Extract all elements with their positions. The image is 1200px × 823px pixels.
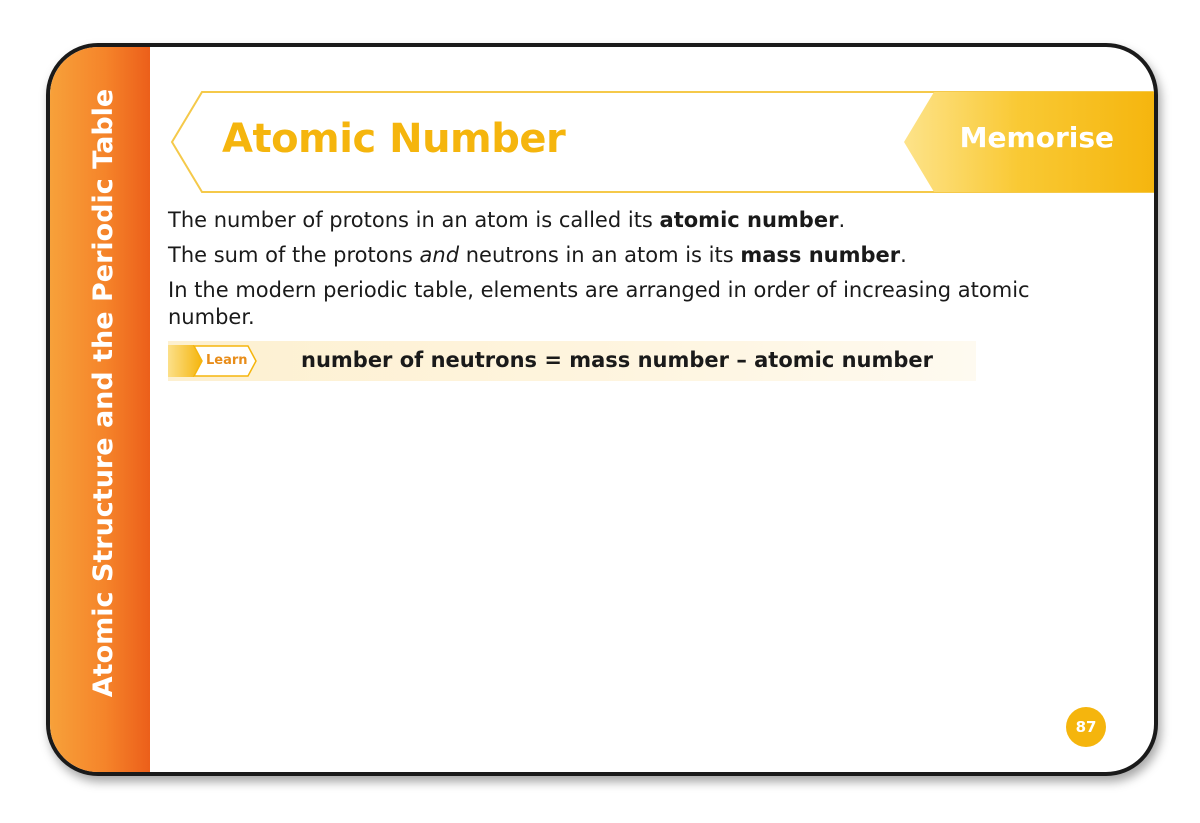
memorise-tag: Memorise: [959, 121, 1114, 154]
paragraph-mass-number: [168, 242, 1068, 269]
neutron-equation: number of neutrons = mass number – atomic number: [301, 348, 934, 372]
body-text: [168, 207, 1068, 339]
p1-end: .: [838, 208, 846, 232]
term-mass-number: mass number: [740, 243, 901, 267]
p1-text: The number of protons in an atom is called its: [168, 208, 660, 232]
p2-middle: neutrons in an atom is its: [459, 243, 741, 267]
title-banner: [170, 90, 1158, 194]
side-strip: [50, 47, 150, 772]
page-number-badge: 87: [1066, 707, 1106, 747]
flashcard: [46, 43, 1158, 776]
term-atomic-number: atomic number: [659, 208, 839, 232]
p2-emphasis: and: [419, 243, 460, 267]
paragraph-atomic-number: [168, 207, 1068, 234]
learn-label: Learn: [206, 353, 248, 368]
chapter-title: Atomic Structure and the Periodic Table: [88, 88, 119, 698]
p2-end: .: [900, 243, 907, 267]
paragraph-periodic-table: In the modern periodic table, elements are arranged in order of increasing atomic number.: [168, 278, 1030, 329]
page-title: Atomic Number: [222, 116, 566, 162]
p2-text: The sum of the protons: [168, 243, 420, 267]
learn-row: [168, 341, 976, 381]
learn-tag: [168, 345, 260, 377]
